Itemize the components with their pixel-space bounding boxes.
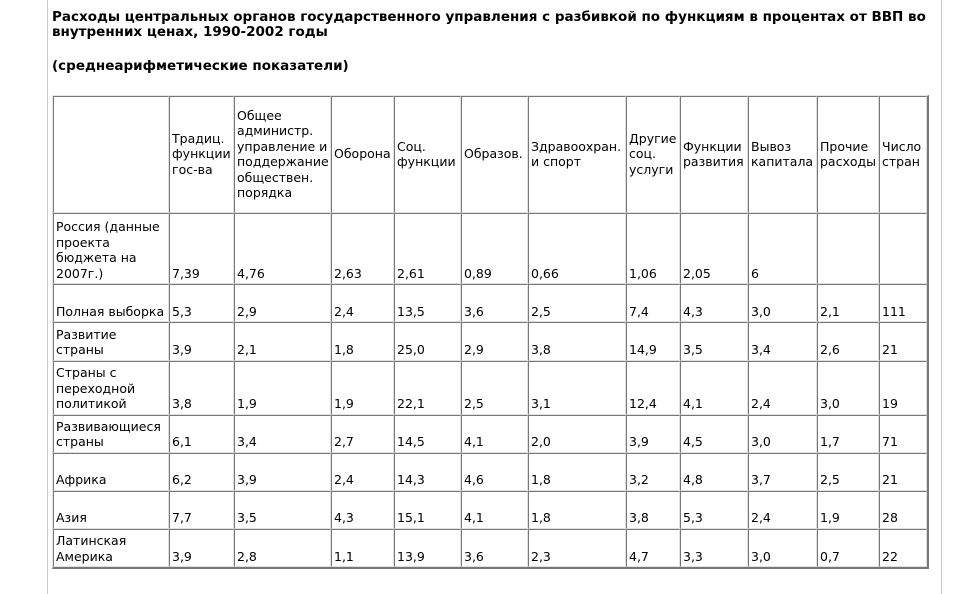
table-cell: 2,4 xyxy=(748,361,817,415)
table-cell: 4,1 xyxy=(461,415,528,453)
table-cell: 3,9 xyxy=(234,453,331,491)
table-cell: 12,4 xyxy=(626,361,680,415)
table-cell: 3,0 xyxy=(748,415,817,453)
column-header: Здравоохран. и спорт xyxy=(528,96,626,213)
row-label: Латинская Америка xyxy=(53,529,169,567)
table-cell: 5,3 xyxy=(169,284,234,322)
table-cell: 6,2 xyxy=(169,453,234,491)
table-cell: 5,3 xyxy=(680,491,748,529)
table-cell: 2,05 xyxy=(680,213,748,284)
table-cell: 3,9 xyxy=(169,529,234,567)
table-cell: 3,0 xyxy=(748,529,817,567)
table-row xyxy=(53,361,927,415)
page-title: Расходы центральных органов государственного управления с разбивкой по функциям в процентах от ВВП во внутренних ценах, 1990-2002 годы xyxy=(52,9,926,40)
table-cell: 2,7 xyxy=(331,415,394,453)
table-cell: 3,9 xyxy=(626,415,680,453)
table-cell: 71 xyxy=(879,415,927,453)
column-header: Другие соц. услуги xyxy=(626,96,680,213)
table-cell: 2,1 xyxy=(234,322,331,360)
table-cell: 2,63 xyxy=(331,213,394,284)
table-cell: 1,06 xyxy=(626,213,680,284)
table-cell: 3,0 xyxy=(748,284,817,322)
table-cell: 3,7 xyxy=(748,453,817,491)
table-cell: 4,76 xyxy=(234,213,331,284)
table-cell: 4,7 xyxy=(626,529,680,567)
column-header: Соц. функции xyxy=(394,96,461,213)
table-cell: 14,9 xyxy=(626,322,680,360)
column-header: Оборона xyxy=(331,96,394,213)
table-cell: 14,3 xyxy=(394,453,461,491)
table-cell: 7,4 xyxy=(626,284,680,322)
table-cell: 1,7 xyxy=(817,415,879,453)
table-row xyxy=(53,529,927,567)
table-cell: 4,3 xyxy=(331,491,394,529)
table-cell: 3,2 xyxy=(626,453,680,491)
table-cell: 28 xyxy=(879,491,927,529)
table-cell: 2,4 xyxy=(748,491,817,529)
column-header: Традиц. функции гос-ва xyxy=(169,96,234,213)
table-cell xyxy=(817,213,879,284)
table-cell: 4,5 xyxy=(680,415,748,453)
row-label: Развитие страны xyxy=(53,322,169,360)
row-label: Страны с переходной политикой xyxy=(53,361,169,415)
table-cell: 21 xyxy=(879,322,927,360)
table-cell: 13,5 xyxy=(394,284,461,322)
table-cell: 2,6 xyxy=(817,322,879,360)
table-cell: 7,39 xyxy=(169,213,234,284)
table-cell: 3,8 xyxy=(626,491,680,529)
table-cell: 0,66 xyxy=(528,213,626,284)
table-cell: 3,8 xyxy=(169,361,234,415)
table-cell: 0,89 xyxy=(461,213,528,284)
table-cell: 1,8 xyxy=(528,453,626,491)
table-cell: 6,1 xyxy=(169,415,234,453)
table-cell: 2,5 xyxy=(528,284,626,322)
table-cell: 3,5 xyxy=(234,491,331,529)
table-cell: 3,6 xyxy=(461,529,528,567)
table-cell xyxy=(879,213,927,284)
table-row xyxy=(53,322,927,360)
table-cell: 2,9 xyxy=(461,322,528,360)
table-cell: 1,1 xyxy=(331,529,394,567)
table-cell: 6 xyxy=(748,213,817,284)
table-cell: 1,8 xyxy=(528,491,626,529)
table-cell: 2,8 xyxy=(234,529,331,567)
table-cell: 3,4 xyxy=(234,415,331,453)
table-row xyxy=(53,453,927,491)
table-row xyxy=(53,491,927,529)
column-header: Прочие расходы xyxy=(817,96,879,213)
expenditure-table xyxy=(52,95,929,569)
table-cell: 2,5 xyxy=(817,453,879,491)
table-cell: 4,3 xyxy=(680,284,748,322)
table-cell: 3,9 xyxy=(169,322,234,360)
table-cell: 2,61 xyxy=(394,213,461,284)
table-row xyxy=(53,213,927,284)
row-label: Полная выборка xyxy=(53,284,169,322)
table-cell: 2,4 xyxy=(331,284,394,322)
page-subtitle: (среднеарифметические показатели) xyxy=(52,58,349,74)
table-cell: 4,6 xyxy=(461,453,528,491)
column-header: Вывоз капитала xyxy=(748,96,817,213)
table-cell: 22,1 xyxy=(394,361,461,415)
table-cell: 1,9 xyxy=(234,361,331,415)
table-cell: 25,0 xyxy=(394,322,461,360)
row-label: Развивающиеся страны xyxy=(53,415,169,453)
column-header: Число стран xyxy=(879,96,927,213)
table-cell: 22 xyxy=(879,529,927,567)
table-row xyxy=(53,415,927,453)
table-cell: 2,1 xyxy=(817,284,879,322)
column-header: Функции развития xyxy=(680,96,748,213)
table-cell: 7,7 xyxy=(169,491,234,529)
table-cell: 3,1 xyxy=(528,361,626,415)
table-row xyxy=(53,284,927,322)
table-cell: 2,0 xyxy=(528,415,626,453)
table-cell: 3,3 xyxy=(680,529,748,567)
header-cell-corner xyxy=(53,96,169,213)
row-label: Африка xyxy=(53,453,169,491)
table-cell: 3,4 xyxy=(748,322,817,360)
table-cell: 3,5 xyxy=(680,322,748,360)
table-cell: 3,6 xyxy=(461,284,528,322)
table-cell: 2,4 xyxy=(331,453,394,491)
table-cell: 1,9 xyxy=(331,361,394,415)
table-cell: 4,1 xyxy=(680,361,748,415)
table-cell: 2,5 xyxy=(461,361,528,415)
table-cell: 1,8 xyxy=(331,322,394,360)
table-cell: 4,1 xyxy=(461,491,528,529)
table-cell: 4,8 xyxy=(680,453,748,491)
table-cell: 2,3 xyxy=(528,529,626,567)
row-label: Россия (данные проекта бюджета на 2007г.) xyxy=(53,213,169,284)
column-header: Общее администр. управление и поддержание обществен. порядка xyxy=(234,96,331,213)
column-header: Образов. xyxy=(461,96,528,213)
table-cell: 21 xyxy=(879,453,927,491)
table-cell: 1,9 xyxy=(817,491,879,529)
table-cell: 13,9 xyxy=(394,529,461,567)
header-row xyxy=(53,96,927,213)
table-cell: 111 xyxy=(879,284,927,322)
table-cell: 3,0 xyxy=(817,361,879,415)
table-cell: 14,5 xyxy=(394,415,461,453)
table-cell: 2,9 xyxy=(234,284,331,322)
table-cell: 3,8 xyxy=(528,322,626,360)
table-cell: 15,1 xyxy=(394,491,461,529)
row-label: Азия xyxy=(53,491,169,529)
table-cell: 19 xyxy=(879,361,927,415)
table-cell: 0,7 xyxy=(817,529,879,567)
